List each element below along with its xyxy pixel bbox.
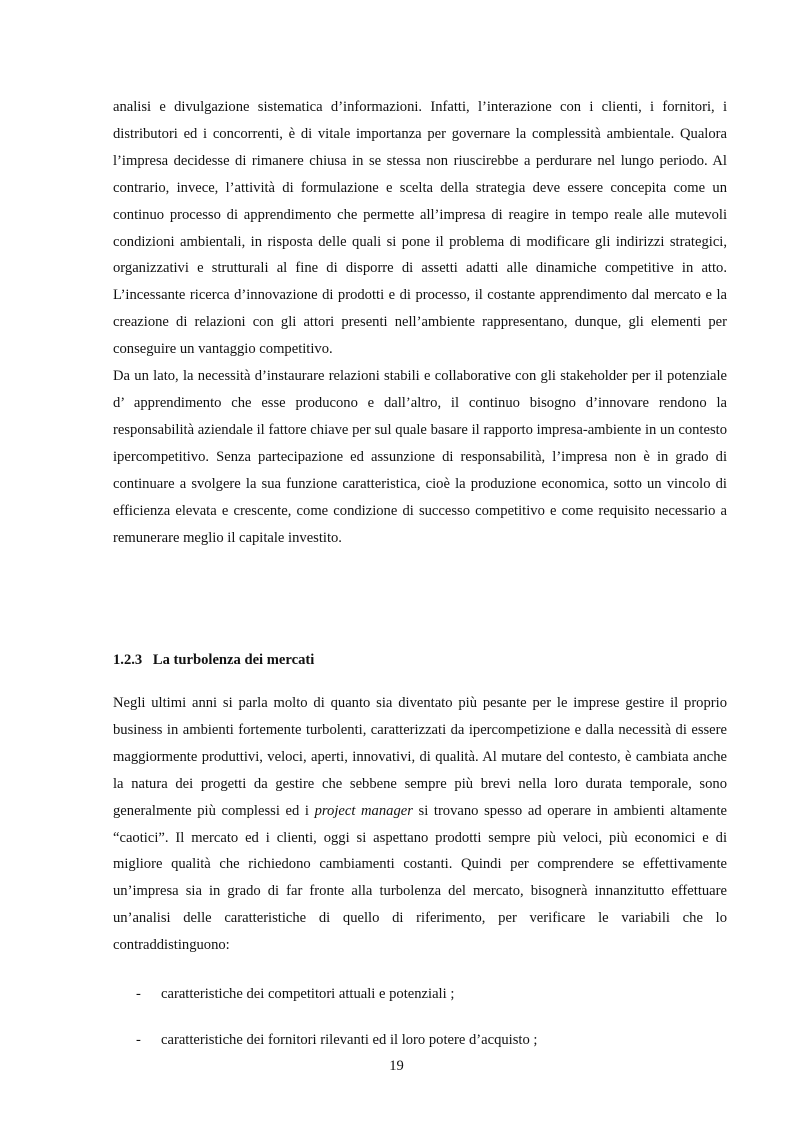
section-title: La turbolenza dei mercati: [152, 652, 315, 668]
list-item-text: caratteristiche dei competitori attuali e potenziali ;: [161, 986, 455, 1002]
section-paragraph-part-1: Negli ultimi anni si parla molto di quanto sia diventato più pesante per le imprese gestire il proprio business in ambienti fortemente turbolenti, caratterizzati da ipercompetizione e dalla necessità di essere maggiormente produttivi, veloci, aperti, innovativi, di qualità. Al mutare del contesto, è cambiata anche la natura dei progetti da gestire che sebbene sempre più brevi nella loro durata temporale, sono generalmente più complessi ed i: [113, 695, 727, 819]
body-text: [113, 94, 727, 551]
list-item: [136, 981, 736, 1008]
section-paragraph: [113, 690, 727, 959]
list-marker: -: [136, 1031, 141, 1048]
list-item: [136, 1027, 736, 1054]
section-number: 1.2.3: [113, 652, 143, 668]
paragraph-1: analisi e divulgazione sistematica d’informazioni. Infatti, l’interazione con i clienti, i fornitori, i distributori ed i concorrenti, è di vitale importanza per governare la complessità ambientale. Qualora l’impresa decidesse di rimanere chiusa in se stessa non riuscirebbe a perdurare nel lungo periodo. Al contrario, invece, l’attività di formulazione e scelta della strategia deve essere concepita come un continuo processo di apprendimento che permette all’impresa di reagire in tempo reale alle mutevoli condizioni ambientali, in risposta delle quali si pone il problema di modificare gli indirizzi strategici, organizzativi e strutturali al fine di disporre di assetti adatti alle dinamiche competitive in atto. L’incessante ricerca d’innovazione di prodotti e di processo, il costante apprendimento dal mercato e la creazione di relazioni con gli attori presenti nell’ambiente rappresentano, dunque, gli elementi per conseguire un vantaggio competitivo.: [113, 99, 727, 358]
paragraph-2: Da un lato, la necessità d’instaurare relazioni stabili e collaborative con gli stakeholder per il potenziale d’ apprendimento che esse producono e dall’altro, il continuo bisogno d’innovare rendono la responsabilità aziendale il fattore chiave per sul quale basare il rapporto impresa-ambiente in un contesto ipercompetitivo. Senza partecipazione ed assunzione di responsabilità, l’impresa non è in grado di continuare a svolgere la sua funzione caratteristica, cioè la produzione economica, sotto un vincolo di efficienza elevata e crescente, come condizione di successo competitivo e come requisito necessario a remunerare meglio il capitale investito.: [113, 368, 727, 546]
list-marker: -: [136, 986, 141, 1002]
section-paragraph-part-2: si trovano spesso ad operare in ambienti altamente “caotici”. Il mercato ed i clienti, oggi si aspettano prodotti sempre più veloci, più economici e di migliore qualità che richiedono cambiamenti costanti. Quindi per comprendere se effettivamente un’impresa sia in grado di far fronte alla turbolenza del mercato, bisognerà innanzitutto effettuare un’analisi delle caratteristiche di quello di riferimento, per verificare le variabili che lo contraddistinguono:: [113, 802, 728, 954]
italic-term: project manager: [314, 802, 413, 819]
section-heading: [113, 647, 727, 674]
page-number: 19: [389, 1058, 404, 1074]
section-text: [113, 690, 727, 959]
list-item-text: caratteristiche dei fornitori rilevanti ed il loro potere d’acquisto ;: [161, 1031, 538, 1048]
